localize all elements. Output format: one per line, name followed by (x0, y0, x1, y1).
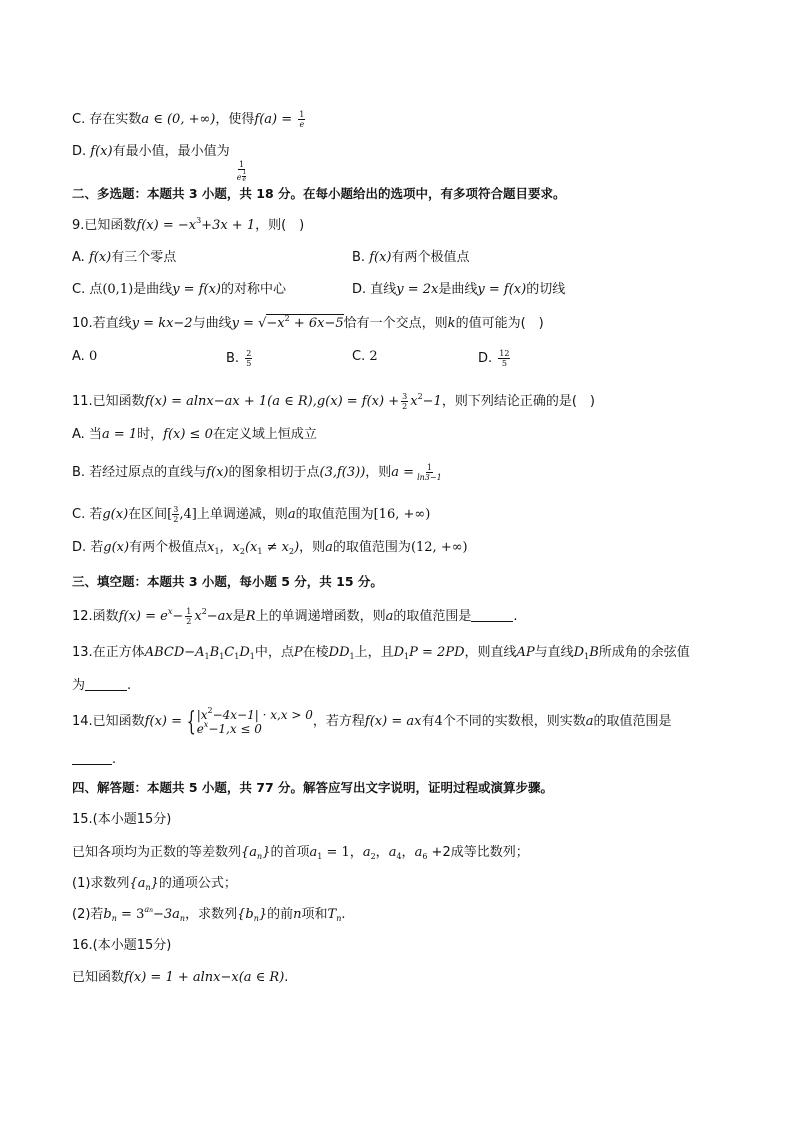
q16-stem: 已知函数f(x) = 1 + alnx−x(a ∈ R). (72, 970, 289, 985)
q11-option-c: C. 若g(x)在区间[ $\frac{3}{2}$ ,4]上单调递减，则a的取值范围为[16, +∞) (72, 505, 431, 524)
q11-option-d: D. 若g(x)有两个极值点$x_1$，$x_2(x_1 \ne x_2)$，则a的取值范围为(12, +∞) (72, 540, 468, 556)
q11-stem: 11.已知函数f(x) = alnx−ax + 1(a ∈ R),g(x) = f(x) + $\frac{3}{2}$ $x^2-1$，则下列结论正确的是( ) (72, 392, 595, 411)
q16-header: 16.(本小题15分) (72, 938, 172, 953)
q15-part-2: (2)若$b_n = 3^{an}-3a_n$，求数列$\{b_n\}$的前n项和$T_n$. (72, 905, 346, 923)
q8-option-c: C. 存在实数a ∈ (0, +∞)，使得f(a) = $\frac{1}{e}$ (72, 110, 305, 129)
q8-option-d: D. f(x)有最小值，最小值为 1 e $\frac{1}{e}$ (72, 144, 247, 183)
q13-stem: 13.在正方体$ABCD-A_1B_1C_1D_1$中，点P在棱$DD_1$上，且$D_1P = 2PD$，则直线AP与直线$D_1B$所成角的余弦值 (72, 645, 690, 661)
q10-option-d: D. $\frac{12}{5}$ (478, 349, 510, 368)
q12-answer-blank[interactable] (471, 621, 513, 622)
q13-answer-blank[interactable] (85, 690, 127, 691)
q14-line-2: . (72, 752, 116, 768)
q12-stem: 12.函数$f(x) = e^x-$ $\frac{1}{2}$ $x^2-ax$是R上的单调递增函数，则a的取值范围是 . (72, 607, 518, 626)
q9-option-b: B. f(x)有两个极值点 (352, 250, 470, 265)
q10-option-b: B. $\frac{2}{5}$ (226, 349, 252, 368)
q15-part-1: (1)求数列$\{a_n\}$的通项公式； (72, 876, 237, 892)
section-2-title: 二、多选题：本题共 3 小题，共 18 分。在每小题给出的选项中，有多项符合题目要求。 (72, 186, 566, 201)
q14-answer-blank[interactable] (72, 764, 112, 765)
q9-option-d: D. 直线y = 2x是曲线y = f(x)的切线 (352, 282, 566, 297)
q9-stem: 9.已知函数$f(x) = -x^3+3x + 1$，则( ) (72, 216, 305, 233)
q9-option-a: A. f(x)有三个零点 (72, 250, 177, 265)
q10-option-a: A. 0 (72, 349, 98, 364)
q11-option-b: B. 若经过原点的直线与f(x)的图象相切于点(3,f(3))，则a = $\frac{1}{\ln 3-1}$ (72, 463, 442, 482)
section-3-title: 三、填空题：本题共 3 小题，每小题 5 分，共 15 分。 (72, 574, 383, 589)
q10-option-c: C. 2 (352, 349, 378, 364)
q9-option-c: C. 点(0,1)是曲线y = f(x)的对称中心 (72, 282, 286, 297)
section-4-title: 四、解答题：本题共 5 小题，共 77 分。解答应写出文字说明，证明过程或演算步骤。 (72, 780, 554, 795)
q14-stem: 14.已知函数f(x) = { $|x^2-4x-1| \cdot x,x > 0$ $e^x-1,x \le 0$ ，若方程f(x) = ax有4个不同的实数根，则实数a的取值范围是 (72, 705, 672, 737)
q11-option-a: A. 当a = 1时，f(x) ≤ 0在定义域上恒成立 (72, 427, 317, 442)
q15-stem: 已知各项均为正数的等差数列$\{a_n\}$的首项$a_1 = 1$，$a_2$，$a_4$，$a_6 +2$成等比数列； (72, 845, 529, 861)
q10-stem: 10.若直线y = kx−2与曲线$y = √-x^2 + 6x-5$恰有一个交点，则k的值可能为( ) (72, 314, 544, 331)
q13-line-2: 为 . (72, 678, 132, 693)
q15-header: 15.(本小题15分) (72, 812, 172, 827)
